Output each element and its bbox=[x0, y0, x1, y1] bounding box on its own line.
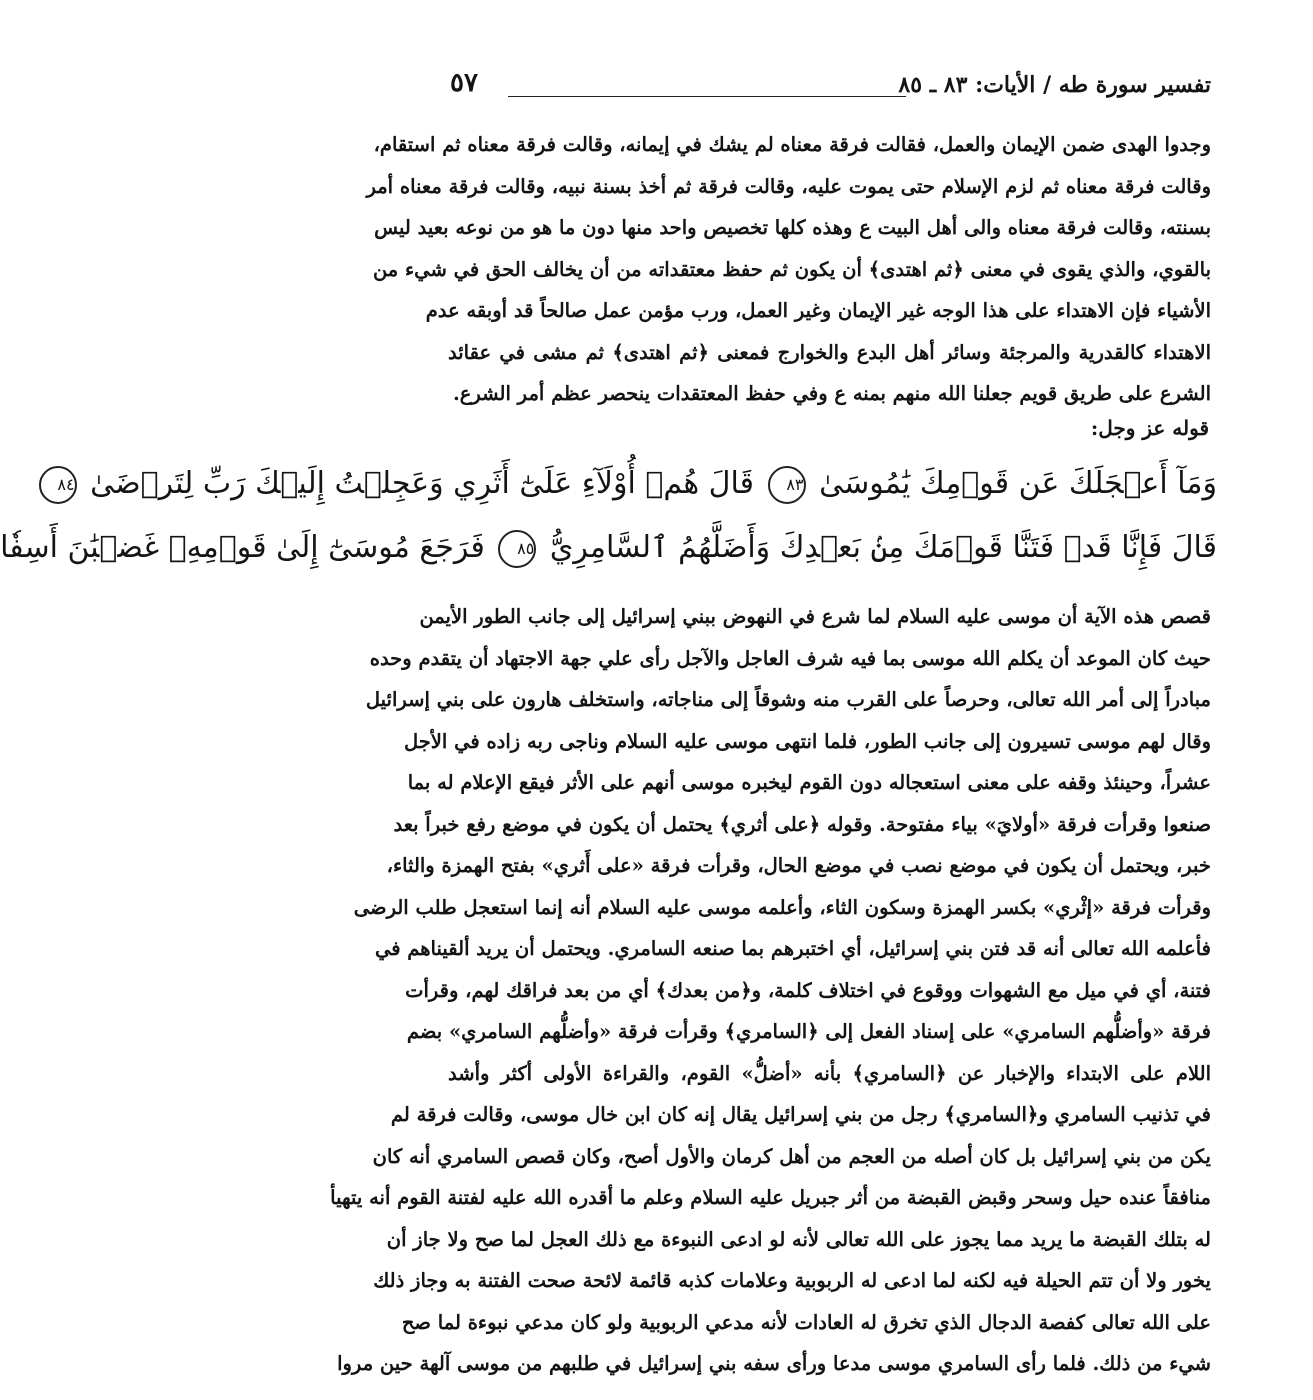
text-line: اللام على الابتداء والإخبار عن ﴿السامري﴾ بأنه «أضلُّ» القوم، والقراءة الأولى أكثر وأشد bbox=[448, 1061, 1211, 1085]
text-line: شيء من ذلك. فلما رأى السامري موسى مدعا ورأى سفه بني إسرائيل في طلبهم من موسى آلهة حين مروا bbox=[337, 1352, 1211, 1375]
verse-85-text: قَالَ فَإِنَّا قَدۡ فَتَنَّا قَوۡمَكَ مِنۢ بَعۡدِكَ وَأَضَلَّهُمُ ٱلسَّامِرِيُّ bbox=[549, 530, 1217, 565]
verse-86-text: فَرَجَعَ مُوسَىٰٓ إِلَىٰ قَوۡمِهِۦ غَضۡبَٰنَ أَسِفٗا bbox=[0, 530, 485, 565]
text-line: صنعوا وقرأت فرقة «أولايَ» بياء مفتوحة. وقوله ﴿على أثري﴾ يحتمل أن يكون في موضع رفع خبراً بعد bbox=[393, 812, 1211, 836]
text-line: فأعلمه الله تعالى أنه قد فتن بني إسرائيل، أي اختبرهم بما صنعه السامري. ويحتمل أن يريد ألقيناهم في bbox=[374, 937, 1211, 960]
page-number: ٥٧ bbox=[450, 68, 478, 98]
verse-number-marker: ٨٤ bbox=[39, 466, 77, 504]
text-line: فرقة «وأضلُّهم السامري» على إسناد الفعل إلى ﴿السامري﴾ وقرأت فرقة «وأضلُّهم السامري» بضم bbox=[406, 1020, 1211, 1043]
text-line: وقال لهم موسى تسيرون إلى جانب الطور، فلما انتهى موسى عليه السلام وناجى ربه زاده في الأجل bbox=[403, 729, 1211, 753]
running-title: تفسير سورة طه / الأيات: ٨٣ ـ ٨٥ bbox=[898, 72, 1211, 98]
commentary-paragraph-1 bbox=[366, 124, 1211, 415]
text-line: له بتلك القبضة ما يريد مما يجوز على الله تعالى لأنه لو ادعى النبوءة مع ذلك العجل لما صح ولا جاز أن bbox=[386, 1227, 1211, 1251]
verse-84-text: قَالَ هُمۡ أُوْلَآءِ عَلَىٰٓ أَثَرِي وَعَجِلۡتُ إِلَيۡكَ رَبِّ لِتَرۡضَىٰ bbox=[90, 466, 754, 501]
verse-number-marker: ٨٥ bbox=[498, 530, 536, 568]
quran-verses bbox=[0, 452, 1217, 584]
commentary-paragraph-2 bbox=[330, 596, 1211, 1385]
text-line: بالقوي، والذي يقوى في معنى ﴿ثم اهتدى﴾ أن يكون ثم حفظ معتقداته من أن يخالف الحق في شيء من bbox=[372, 257, 1211, 281]
text-line: يخور ولا أن تتم الحيلة فيه لكنه لما ادعى له الربوبية وعلامات كذبه قائمة لائحة صحت الفتنة به وجاز ذلك bbox=[373, 1269, 1211, 1292]
text-line: عشراً، وحينئذ وقفه على معنى استعجاله دون القوم ليخبره موسى أنهم على الأثر فيقع الإعلام له بما bbox=[407, 771, 1211, 794]
text-line: وقرأت فرقة «إثْري» بكسر الهمزة وسكون الثاء، وأعلمه موسى عليه السلام أنه إنما استعجل طلب الرضى bbox=[353, 895, 1211, 919]
text-line: حيث كان الموعد أن يكلم الله موسى بما فيه شرف العاجل والآجل رأى علي جهة الاجتهاد أن يتقدم وحده bbox=[369, 646, 1211, 670]
header-rule bbox=[508, 96, 906, 97]
text-line: قصص هذه الآية أن موسى عليه السلام لما شرع في النهوض ببني إسرائيل إلى جانب الطور الأيمن bbox=[419, 605, 1211, 628]
text-line: منافقاً عنده حيل وسحر وقبض القبضة من أثر جبريل عليه السلام وعلم ما أقدره الله عليه لفتنة القوم أنه يتهيأ bbox=[330, 1186, 1211, 1209]
text-line: الأشياء فإن الاهتداء على هذا الوجه غير الإيمان وغير العمل، ورب مؤمن عمل صالحاً قد أوبقه عدم bbox=[425, 299, 1211, 322]
running-header bbox=[450, 68, 1211, 108]
text-line: على الله تعالى كفصة الدجال الذي تخرق له العادات لأنه مدعي الربوبية ولو كان مدعي نبوءة لما صح bbox=[401, 1310, 1211, 1334]
verse-line-2 bbox=[0, 516, 1217, 580]
text-line: مبادراً إلى أمر الله تعالى، وحرصاً على القرب منه وشوقاً إلى مناجاته، واستخلف هارون على بني إسرائيل bbox=[365, 688, 1211, 711]
text-line: فتنة، أي في ميل مع الشهوات ووقوع في اختلاف كلمة، و﴿من بعدك﴾ أي من بعد فراقك لهم، وقرأت bbox=[405, 978, 1211, 1002]
verse-lead-in: قوله عز وجل: bbox=[1090, 416, 1209, 440]
verse-line-1 bbox=[57, 452, 1217, 516]
text-line: يكن من بني إسرائيل بل كان أصله من العجم من أهل كرمان والأول أصح، وكان قصص السامري أنه كان bbox=[372, 1144, 1211, 1168]
verse-number-marker: ٨٣ bbox=[768, 466, 806, 504]
text-line: وجدوا الهدى ضمن الإيمان والعمل، فقالت فرقة معناه لم يشك في إيمانه، وقالت فرقة معناه ثم استقام، bbox=[373, 133, 1211, 156]
verse-83-text: وَمَآ أَعۡجَلَكَ عَن قَوۡمِكَ يَٰمُوسَىٰ bbox=[819, 466, 1217, 501]
text-line: الشرع على طريق قويم جعلنا الله منهم بمنه ع وفي حفظ المعتقدات ينحصر عظم أمر الشرع. bbox=[452, 382, 1211, 405]
text-line: الاهتداء كالقدرية والمرجئة وسائر أهل البدع والخوارج فمعنى ﴿ثم اهتدى﴾ ثم مشى في عقائد bbox=[448, 340, 1211, 364]
text-line: خبر، ويحتمل أن يكون في موضع نصب في موضع الحال، وقرأت فرقة «على أَثري» بفتح الهمزة والثاء، bbox=[386, 854, 1211, 877]
text-line: في تذنيب السامري و﴿السامري﴾ رجل من بني إسرائيل يقال إنه كان ابن خال موسى، وقالت فرقة لم bbox=[390, 1103, 1211, 1126]
text-line: بسنته، وقالت فرقة معناه والى أهل البيت ع وهذه كلها تخصيص واحد منها دون ما هو من نوعه بعيد ليس bbox=[374, 216, 1211, 239]
text-line: وقالت فرقة معناه ثم لزم الإسلام حتى يموت عليه، وقالت فرقة ثم أخذ بسنة نبيه، وقالت فرقة معناه أمر bbox=[366, 174, 1211, 198]
